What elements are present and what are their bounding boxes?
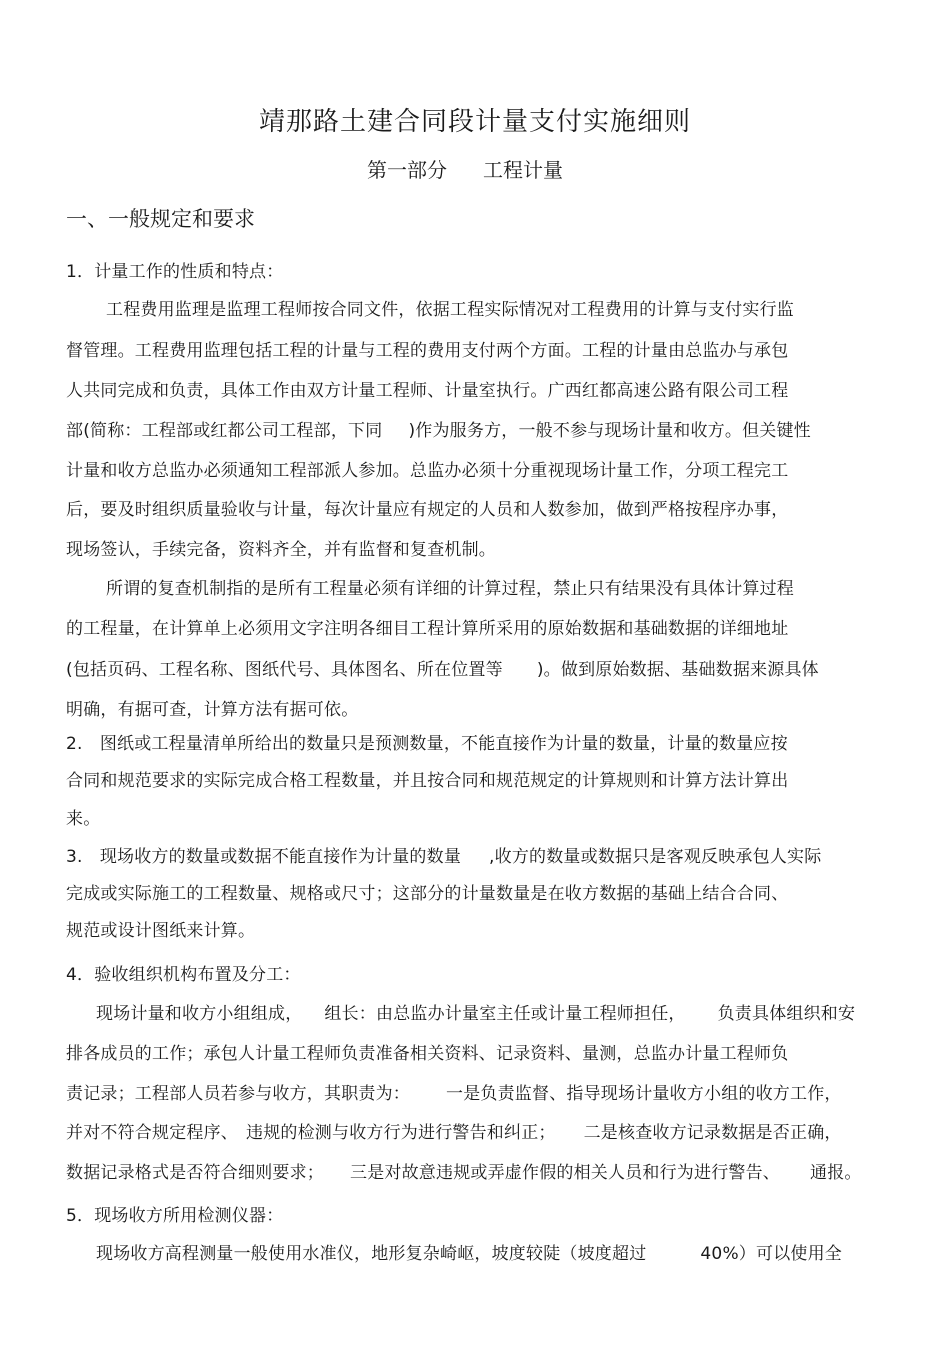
paragraph-line: 现场签认，手续完备，资料齐全，并有监督和复查机制。 — [66, 540, 496, 560]
paragraph-line — [66, 1162, 862, 1184]
text-segment: 数据记录格式是否符合细则要求； — [66, 1163, 324, 1183]
document-title: 靖那路土建合同段计量支付实施细则 — [258, 107, 691, 137]
section-heading: 一、一般规定和要求 — [66, 207, 255, 231]
item-heading-5: 5．现场收方所用检测仪器： — [66, 1206, 284, 1226]
text-segment: 部(简称：工程部或红都公司工程部，下同 — [66, 421, 383, 441]
text-segment: 通报。 — [810, 1163, 862, 1183]
item-heading-4: 4．验收组织机构布置及分工： — [66, 965, 301, 985]
paragraph-line — [66, 420, 811, 442]
paragraph-line: 规范或设计图纸来计算。 — [66, 921, 256, 941]
paragraph-line — [66, 1122, 842, 1144]
text-segment: 违规的检测与收方行为进行警告和纠正； — [246, 1123, 556, 1143]
paragraph-line: 督管理。工程费用监理包括工程的计量与工程的费用支付两个方面。工程的计量由总监办与承包 — [66, 341, 789, 361]
paragraph-line — [66, 846, 821, 868]
text-segment: 二是核查收方记录数据是否正确， — [583, 1123, 842, 1143]
text-segment: 责记录；工程部人员若参与收方，其职责为： — [66, 1084, 410, 1104]
paragraph-line: 来。 — [66, 809, 101, 829]
text-segment: 三是对故意违规或弄虚作假的相关人员和行为进行警告、 — [350, 1163, 780, 1183]
text-segment: 一是负责监督、指导现场计量收方小组的收方工作， — [446, 1084, 842, 1104]
text-segment: )作为服务方，一般不参与现场计量和收方。但关键性 — [408, 421, 811, 441]
part-heading — [0, 156, 930, 184]
text-segment: ,收方的数量或数据只是客观反映承包人实际 — [489, 847, 822, 867]
text-segment: 3. 现场收方的数量或数据不能直接作为计量的数量 — [66, 847, 462, 867]
paragraph-line: 人共同完成和负责，具体工作由双方计量工程师、计量室执行。广西红都高速公路有限公司工程 — [66, 381, 789, 401]
paragraph-line: 合同和规范要求的实际完成合格工程数量，并且按合同和规范规定的计算规则和计算方法计算出 — [66, 771, 789, 791]
paragraph-line: 后，要及时组织质量验收与计量，每次计量应有规定的人员和人数参加，做到严格按程序办事， — [66, 500, 789, 520]
paragraph-line: 2. 图纸或工程量清单所给出的数量只是预测数量，不能直接作为计量的数量，计量的数量应按 — [66, 734, 788, 754]
text-segment: 现场计量和收方小组组成， — [96, 1004, 303, 1024]
part-label: 第一部分 — [367, 158, 447, 182]
paragraph-line: 完成或实际施工的工程数量、规格或尺寸；这部分的计量数量是在收方数据的基础上结合合同、 — [66, 884, 789, 904]
paragraph-line — [96, 1243, 842, 1265]
paragraph-line: 排各成员的工作；承包人计量工程师负责准备相关资料、记录资料、量测，总监办计量工程师负 — [66, 1044, 789, 1064]
paragraph-line — [96, 1003, 855, 1025]
part-name: 工程计量 — [483, 158, 563, 182]
paragraph-line: 计量和收方总监办必须通知工程部派人参加。总监办必须十分重视现场计量工作，分项工程完工 — [66, 461, 789, 481]
text-segment: 现场收方高程测量一般使用水准仪，地形复杂崎岖，坡度较陡（坡度超过 — [96, 1244, 647, 1264]
paragraph-line: 的工程量，在计算单上必须用文字注明各细目工程计算所采用的原始数据和基础数据的详细地址 — [66, 619, 789, 639]
item-heading-1: 1．计量工作的性质和特点： — [66, 262, 284, 282]
text-segment: (包括页码、工程名称、图纸代号、具体图名、所在位置等 — [66, 660, 503, 680]
text-segment: 组长：由总监办计量室主任或计量工程师担任， — [324, 1004, 686, 1024]
paragraph-line: 所谓的复查机制指的是所有工程量必须有详细的计算过程，禁止只有结果没有具体计算过程 — [106, 579, 794, 599]
paragraph-line: 明确，有据可查，计算方法有据可依。 — [66, 700, 359, 720]
text-segment: )。做到原始数据、基础数据来源具体 — [536, 660, 819, 680]
paragraph-line: 工程费用监理是监理工程师按合同文件，依据工程实际情况对工程费用的计算与支付实行监 — [106, 300, 794, 320]
paragraph-line — [66, 1083, 842, 1105]
text-segment: 负责具体组织和安 — [717, 1004, 856, 1024]
paragraph-line — [66, 659, 819, 681]
text-segment: 40%）可以使用全 — [700, 1244, 842, 1264]
text-segment: 并对不符合规定程序、 — [66, 1123, 238, 1143]
